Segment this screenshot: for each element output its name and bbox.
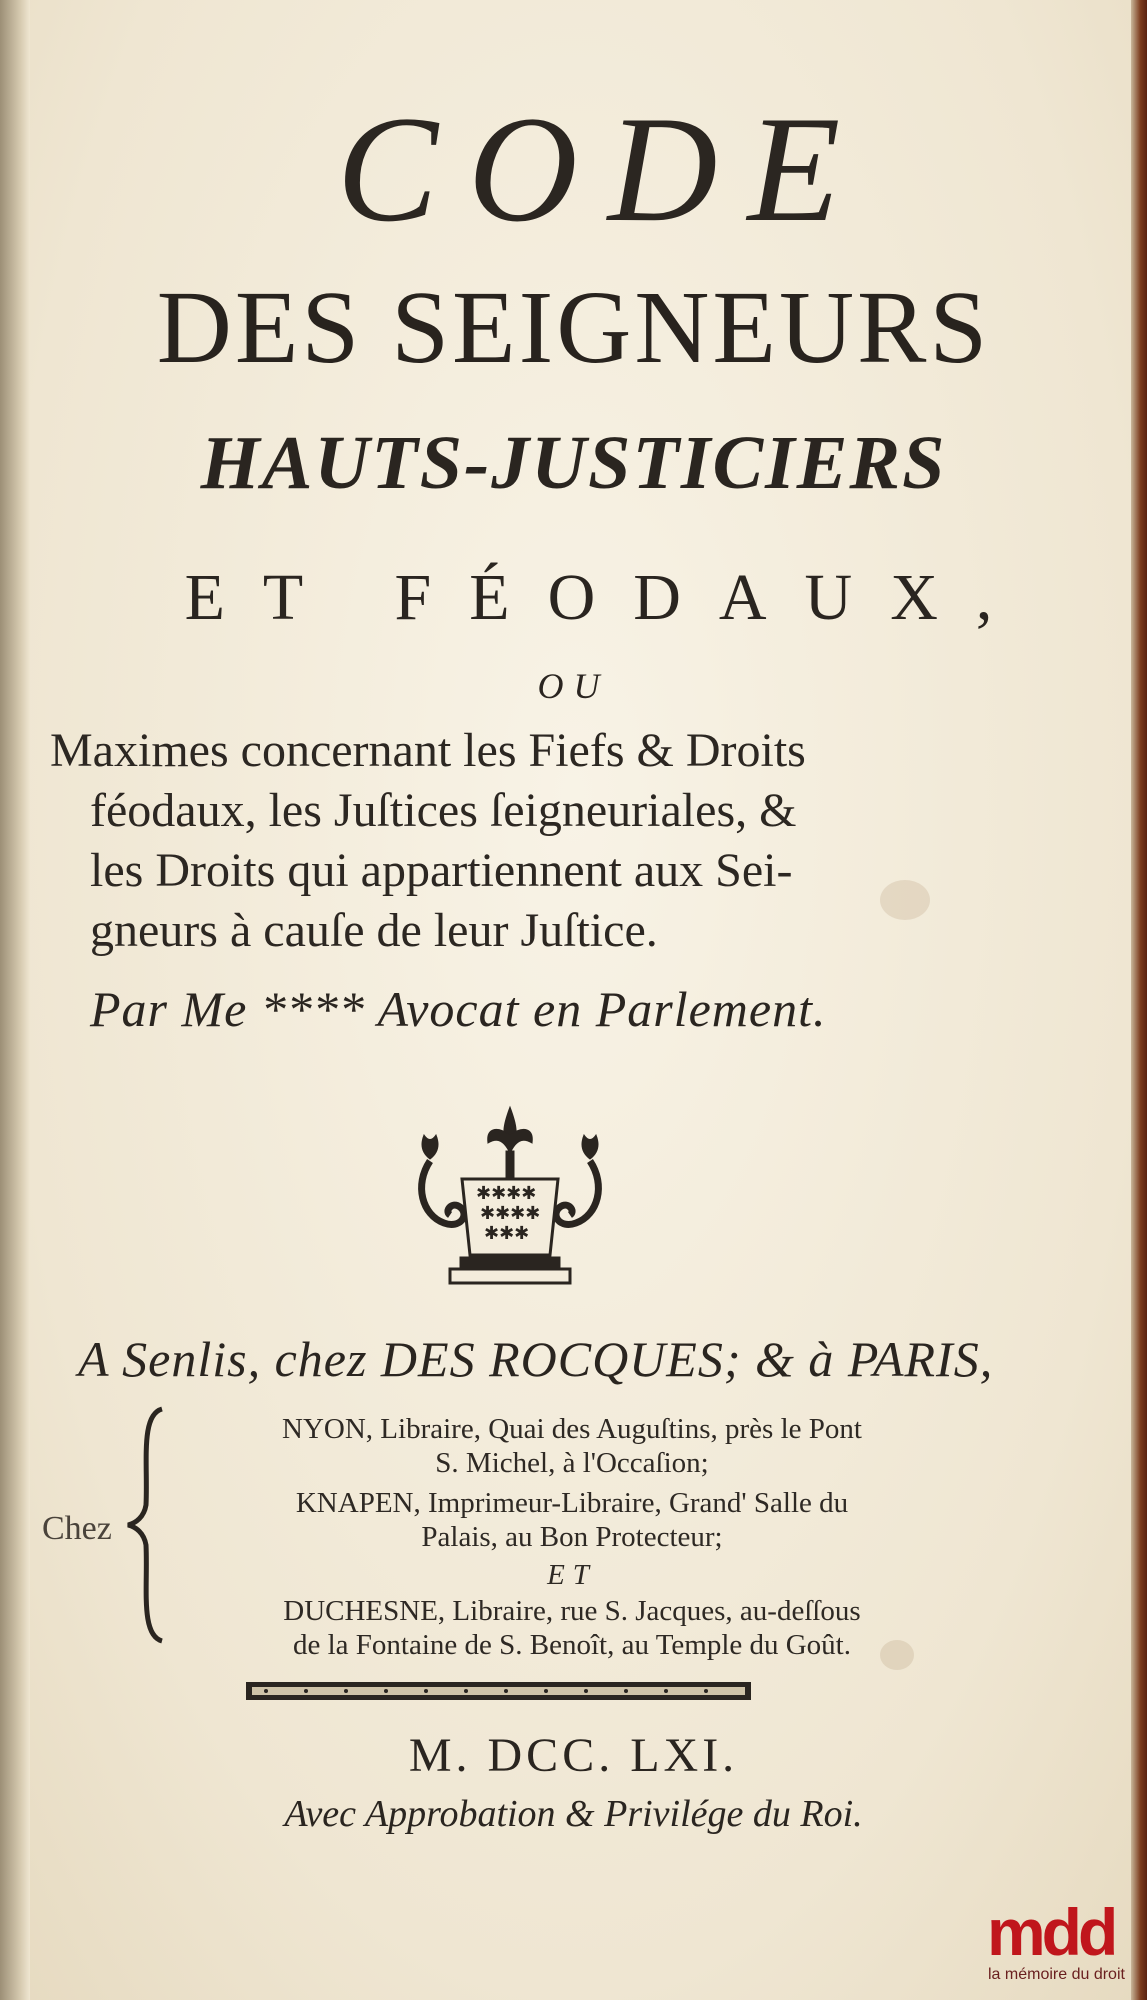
bookseller-line: de la Fontaine de S. Benoît, au Temple du Goût. [292,1629,851,1661]
bookseller-duchesne [172,1594,972,1662]
bookseller-line: KNAPEN, Imprimeur-Libraire, Grand' Salle du [295,1487,849,1519]
subtitle-line: Maximes concernant les Fiefs & Droits [50,724,806,777]
bookseller-knapen [172,1486,972,1554]
bookseller-line: DUCHESNE, Libraire, rue S. Jacques, au-deſſous [283,1595,861,1627]
watermark-caption: la mémoire du droit [988,1966,1125,1983]
subtitle-line: les Droits qui appartiennent aux Sei- [90,844,793,897]
bookseller-nyon [172,1412,972,1480]
imprint-line: A Senlis, chez DES ROCQUES; & à PARIS, [78,1331,994,1387]
mdd-logo-icon [985,1895,1145,1965]
title-et-feodaux: ET FÉODAUX, [184,561,1031,634]
title-ou: OU [537,666,610,706]
chez-label: Chez [42,1510,112,1547]
printer-ornament-fleuron-icon [400,1095,620,1295]
publication-date: M. DCC. LXI. [408,1729,739,1782]
title-des-seigneurs: DES SEIGNEURS [156,270,991,385]
brace-icon [122,1405,172,1645]
subtitle-line: féodaux, les Juſtices ſeigneuriales, & [90,784,797,837]
svg-text:✱✱✱: ✱✱✱ [484,1223,530,1244]
privilege-line: Avec Approbation & Privilége du Roi. [284,1793,863,1835]
bookseller-line: NYON, Libraire, Quai des Auguſtins, près le Pont [282,1413,862,1445]
svg-text:✱✱✱✱: ✱✱✱✱ [476,1183,537,1204]
subtitle-line: gneurs à cauſe de leur Juſtice. [90,904,658,957]
bookseller-line: Palais, au Bon Protecteur; [421,1521,723,1553]
bookseller-line: S. Michel, à l'Occaſion; [435,1447,709,1479]
title-hauts-justiciers: HAUTS-JUSTICIERS [200,421,947,505]
svg-text:✱✱✱✱: ✱✱✱✱ [480,1203,541,1224]
author-line: Par Me **** Avocat en Parlement. [90,981,827,1037]
bookseller-et: ET [547,1559,597,1591]
svg-text:mdd: mdd [987,1895,1115,1965]
title-code: CODE [336,85,871,253]
ornamental-rule [246,1680,751,1702]
